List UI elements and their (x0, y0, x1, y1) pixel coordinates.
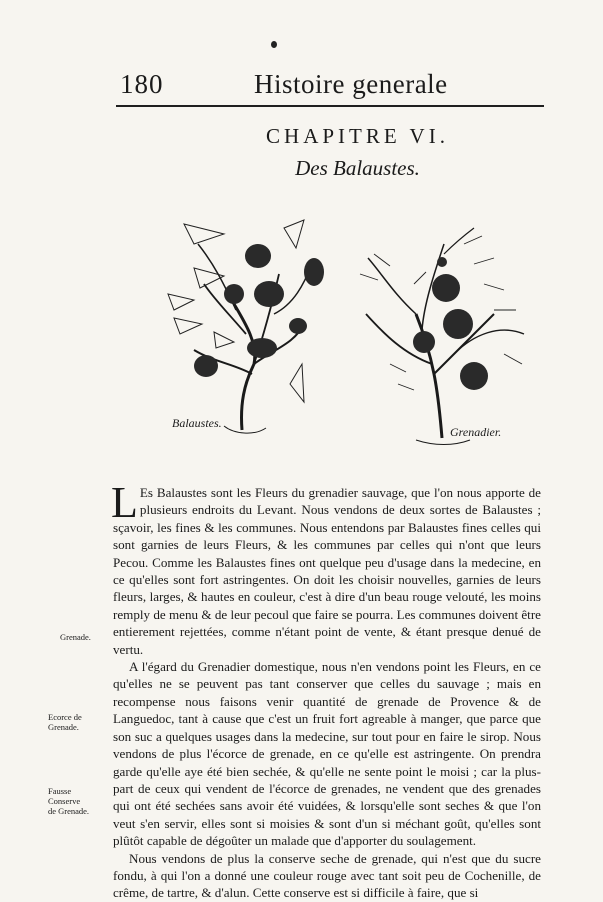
margin-note-line: Grenade. (48, 722, 79, 732)
margin-note-line: Fausse (48, 786, 72, 796)
drop-cap: L (111, 478, 138, 527)
header-rule (116, 105, 544, 107)
pomegranate-tree-icon (360, 228, 524, 445)
balaustes-plant-icon (168, 220, 324, 433)
chapter-title: Des Balaustes. (295, 156, 420, 180)
page-number: 180 (120, 69, 164, 99)
margin-note-line: Conserve (48, 796, 81, 806)
paragraph-1 (111, 478, 541, 658)
paragraph-1-text: Es Balaustes sont les Fleurs du grenadier sauvage, que l'on nous apporte de plusieurs endroits du Levant. Nous vendons de deux sortes de Balaustes ; sçavoir, les fines & les communes. Nous entendons par Balaustes fines celles qui sont garnies de leurs Fleurs, & les communes par celles qui n'ont que leurs Pecou. Comme les Balaustes fines ont quelque peu d'usage dans la medecine, en ce qu'elles sont fort astringentes. On doit les choisir nouvelles, garnies de leurs fleurs, larges, & hautes en couleur, c'est à dire d'un beau rouge velouté, les moins remply de menu & de leur pecoul que faire se pourra. Les communes doivent être entierement rejettées, comme n'étant point de vente, & étant presque denué de vertu. (113, 485, 541, 657)
margin-note-conserve (48, 786, 89, 816)
ink-spot (271, 41, 277, 48)
margin-note-line: de Grenade. (48, 806, 90, 816)
paragraph-2: A l'égard du Grenadier domestique, nous n'en vendons point les Fleurs, en ce qu'elles ne se peuvent pas tant conserver que celles du sauvage ; mais en recompense nous faisons venir quantité de grenade de Provence & de Languedoc, tant à cause que c'est un fruit fort agreable à manger, que parce que son suc a quelques usages dans la medecine, sur tout pour en faire le sirop. Nous vendons de plus l'écorce de grenade, en ce qu'elle est astringente. On prendra garde qu'elle aye été bien sechée, & qu'elle ne sente point le moisi ; car la plus-part de ceux qui vendent de l'écorce de grenades, ne vendent que des grenades qui ont été sechées sans avoir été vuidées, & lorsqu'elle sont seches & que l'on veut s'en servir, elles sont si moisies & sont d'un si méchant goût, qu'elles sont plûtôt capable de dégoûter un malade que d'apporter du soulagement. (113, 659, 541, 849)
margin-note-line: Ecorce de (48, 712, 82, 722)
running-title: Histoire generale (254, 69, 448, 99)
illustration-caption-right: Grenadier. (450, 425, 502, 439)
body-text (111, 478, 541, 902)
illustration-caption-left: Balaustes. (172, 416, 222, 430)
margin-note-grenade: Grenade. (60, 632, 91, 642)
page-header (116, 69, 544, 109)
chapter-heading: CHAPITRE VI. (266, 124, 449, 148)
margin-note-ecorce (48, 712, 82, 732)
paragraph-3: Nous vendons de plus la conserve seche de grenade, qui n'est que du sucre fondu, à qui l'on a donné une couleur rouge avec tant soit peu de Cochenille, de crême, de tartre, & d'alun. Cette conserve est si difficile à faire, que si (113, 850, 541, 901)
